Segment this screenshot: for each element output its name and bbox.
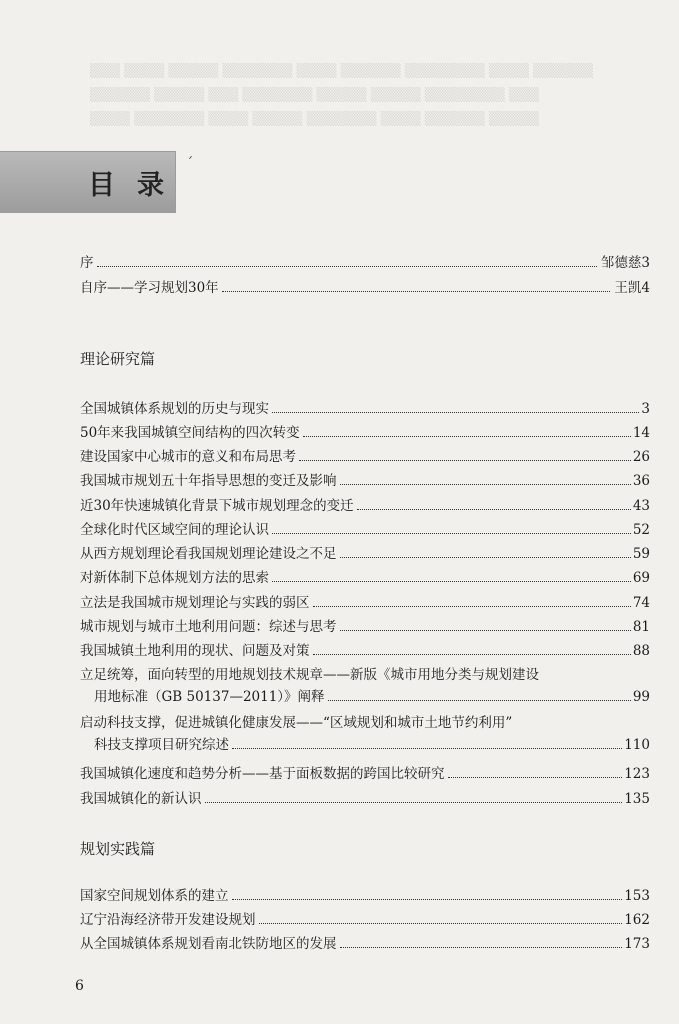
dot-leader bbox=[222, 291, 611, 292]
dot-leader bbox=[340, 947, 623, 948]
toc-title: 辽宁沿海经济带开发建设规划 bbox=[80, 912, 256, 928]
toc-page: 135 bbox=[624, 791, 650, 807]
toc-author: 王凯 bbox=[614, 280, 642, 296]
dot-leader bbox=[357, 509, 631, 510]
toc-entry[interactable] bbox=[80, 470, 650, 492]
toc-page: 36 bbox=[632, 473, 650, 489]
dot-leader bbox=[340, 484, 631, 485]
toc-page: 3 bbox=[641, 255, 650, 271]
toc-entry[interactable] bbox=[80, 885, 650, 907]
toc-entry-self-preface[interactable] bbox=[80, 277, 650, 299]
toc-page: 52 bbox=[632, 522, 650, 538]
dot-leader bbox=[303, 436, 631, 437]
toc-entry[interactable] bbox=[80, 640, 650, 662]
dot-leader bbox=[299, 460, 631, 461]
toc-entry-two-line[interactable] bbox=[80, 712, 650, 756]
toc-title: 近30年快速城镇化背景下城市规划理念的变迁 bbox=[80, 498, 354, 514]
toc-title: 50年来我国城镇空间结构的四次转变 bbox=[80, 425, 300, 441]
toc-title: 国家空间规划体系的建立 bbox=[80, 888, 229, 904]
toc-title-continued: 科技支撑项目研究综述 bbox=[94, 737, 229, 753]
toc-entry-two-line[interactable] bbox=[80, 664, 650, 708]
toc-page: 153 bbox=[624, 888, 650, 904]
toc-entry[interactable] bbox=[80, 933, 650, 955]
toc-page: 110 bbox=[624, 737, 650, 753]
toc-page: 88 bbox=[632, 643, 650, 659]
dot-leader bbox=[313, 606, 631, 607]
toc-title: 序 bbox=[80, 255, 94, 271]
toc-author: 邹德慈 bbox=[600, 255, 642, 271]
toc-page: 173 bbox=[624, 936, 650, 952]
toc-entry-preface[interactable] bbox=[80, 252, 650, 274]
toc-page: 99 bbox=[632, 689, 650, 705]
toc-title: 我国城镇土地利用的现状、问题及对策 bbox=[80, 643, 310, 659]
toc-title-continued: 用地标准（GB 50137—2011）》阐释 bbox=[94, 689, 325, 705]
dot-leader bbox=[272, 412, 639, 413]
toc-entry[interactable] bbox=[80, 567, 650, 589]
toc-title: 全球化时代区域空间的理论认识 bbox=[80, 522, 269, 538]
toc-title: 从全国城镇体系规划看南北铁防地区的发展 bbox=[80, 936, 337, 952]
toc-title: 城市规划与城市土地利用问题：综述与思考 bbox=[80, 619, 337, 635]
dot-leader bbox=[340, 630, 631, 631]
page-title: 目录 bbox=[88, 170, 186, 201]
dot-leader bbox=[272, 581, 631, 582]
toc-title: 自序——学习规划30年 bbox=[80, 280, 219, 296]
toc-title: 我国城镇化的新认识 bbox=[80, 791, 202, 807]
toc-title: 全国城镇体系规划的历史与现实 bbox=[80, 401, 269, 417]
toc-page: 26 bbox=[632, 449, 650, 465]
toc-title: 我国城市规划五十年指导思想的变迁及影响 bbox=[80, 473, 337, 489]
toc-title: 对新体制下总体规划方法的思索 bbox=[80, 570, 269, 586]
dot-leader bbox=[313, 654, 631, 655]
dot-leader bbox=[232, 748, 622, 749]
toc-entry[interactable] bbox=[80, 909, 650, 931]
toc-entry[interactable] bbox=[80, 422, 650, 444]
dot-leader bbox=[259, 923, 623, 924]
section-heading-practice: 规划实践篇 bbox=[80, 840, 156, 858]
dot-leader bbox=[232, 899, 623, 900]
dot-leader bbox=[328, 700, 631, 701]
toc-entry[interactable] bbox=[80, 398, 650, 420]
toc-title: 建设国家中心城市的意义和布局思考 bbox=[80, 449, 296, 465]
toc-page: 3 bbox=[641, 401, 650, 417]
toc-page: 123 bbox=[624, 766, 650, 782]
toc-page: 81 bbox=[632, 619, 650, 635]
dot-leader bbox=[97, 266, 597, 267]
page-number: 6 bbox=[75, 978, 84, 994]
dot-leader bbox=[272, 533, 631, 534]
toc-title: 立法是我国城市规划理论与实践的弱区 bbox=[80, 595, 310, 611]
toc-page: 162 bbox=[624, 912, 650, 928]
section-heading-theory: 理论研究篇 bbox=[80, 350, 156, 368]
dot-leader bbox=[448, 777, 623, 778]
toc-page: 74 bbox=[632, 595, 650, 611]
toc-title: 从西方规划理论看我国规划理论建设之不足 bbox=[80, 546, 337, 562]
dot-leader bbox=[205, 802, 623, 803]
toc-entry[interactable] bbox=[80, 788, 650, 810]
toc-page: 14 bbox=[632, 425, 650, 441]
toc-title: 我国城镇化速度和趋势分析——基于面板数据的跨国比较研究 bbox=[80, 766, 445, 782]
toc-entry[interactable] bbox=[80, 519, 650, 541]
dot-leader bbox=[340, 557, 631, 558]
toc-title: 启动科技支撑，促进城镇化健康发展——“区域规划和城市土地节约利用” bbox=[80, 715, 513, 731]
toc-page: 59 bbox=[632, 546, 650, 562]
toc-entry[interactable] bbox=[80, 616, 650, 638]
toc-entry[interactable] bbox=[80, 763, 650, 785]
toc-entry[interactable] bbox=[80, 495, 650, 517]
toc-page: 4 bbox=[641, 280, 650, 296]
toc-page: 69 bbox=[632, 570, 650, 586]
bleed-through-text: ▒▒▒ ▒▒▒▒ ▒▒▒▒▒ ▒▒▒▒▒▒▒ ▒▒▒▒ ▒▒▒▒▒▒ ▒▒▒▒▒▒▒▒ ▒▒▒▒ ▒▒▒▒▒▒ ▒▒▒▒▒▒ ▒▒▒▒▒ ▒▒▒ ▒▒▒▒▒▒▒ ▒▒▒▒▒ ▒▒▒▒▒ ▒▒▒▒▒▒▒▒ ▒▒▒ ▒▒▒▒ ▒▒▒▒▒▒▒ ▒▒▒▒ ▒▒▒▒▒ ▒▒▒▒▒▒▒ ▒▒▒▒ ▒▒▒▒▒▒ ▒▒▒▒▒ bbox=[90, 64, 593, 127]
toc-page: 43 bbox=[632, 498, 650, 514]
toc-entry[interactable] bbox=[80, 446, 650, 468]
toc-entry[interactable] bbox=[80, 543, 650, 565]
pen-mark: ˊ bbox=[186, 154, 194, 172]
toc-title: 立足统筹，面向转型的用地规划技术规章——新版《城市用地分类与规划建设 bbox=[80, 667, 539, 683]
toc-entry[interactable] bbox=[80, 592, 650, 614]
